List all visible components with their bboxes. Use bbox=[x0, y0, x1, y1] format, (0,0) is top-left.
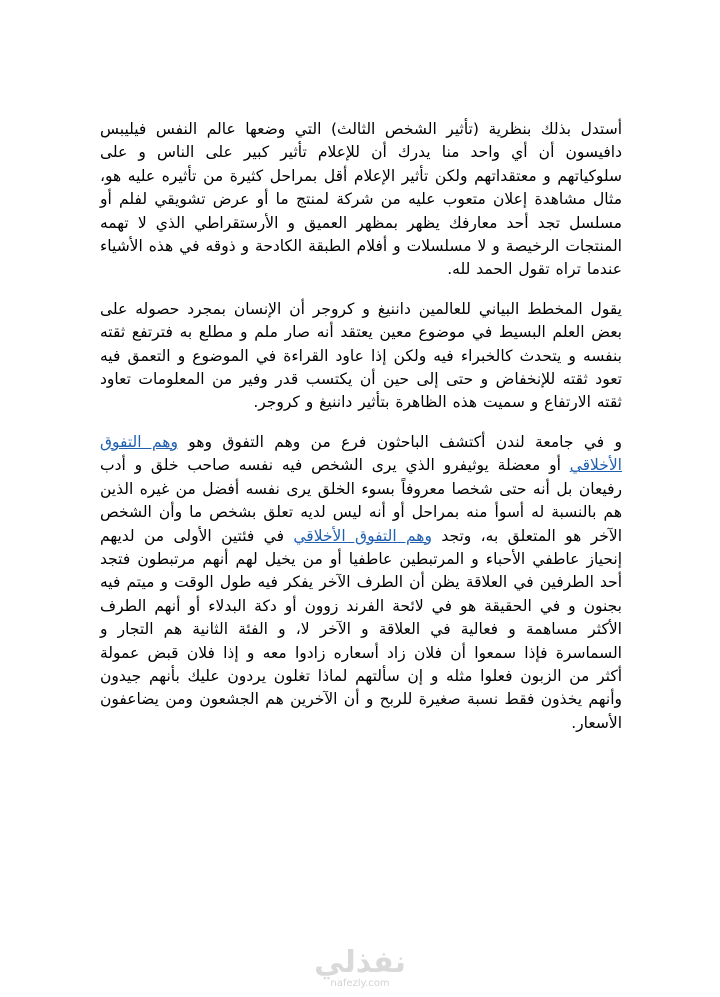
paragraph-third-person-effect bbox=[100, 118, 622, 282]
paragraph-moral-superiority bbox=[100, 431, 622, 735]
watermark-logo: نفذلي bbox=[314, 945, 406, 980]
moral-superiority-link[interactable]: وهم التفوق الأخلاقي bbox=[293, 526, 432, 545]
paragraph-text: في فئتين الأولى من لديهم إنحياز عاطفي الأحباء و المرتبطين عاطفيا أو من يخيل لهم أنهم مرتبطون فتجد أحد الطرفين في العلاقة يظن أن الطرف الآخر يفكر فيه طول الوقت و ميتم فيه بجنون و في الحقيقة هو في لائحة الفرند زوون أو دكة البدلاء أو أنهم الطرف الأكثر مساهمة و فعالية في العلاقة و الآخر لا، و الفئة الثانية هم التجار و السماسرة فإذا سمعوا أن فلان زاد أسعاره زادوا معه و إذا فلان قبض عمولة أكثر من الزبون فعلوا مثله و إن سألتهم لماذا تغلون يردون عليك بأنهم جيدون وأنهم يخذون فقط نسبة صغيرة للربح و أن الآخرين هم الجشعون ومن يضاعفون الأسعار. bbox=[100, 526, 622, 732]
watermark-url: nafezly.com bbox=[330, 978, 390, 989]
watermark bbox=[0, 945, 720, 990]
paragraph-text: أو معضلة يوثيفرو الذي يرى الشخص فيه نفسه صاحب خلق و أدب رفيعان بل أنه حتى شخصا معروفاً بسوء الخلق يرى نفسه أفضل من غيره الذين هم بالنسبة له أسوأ منه بمراحل أو أنه ليس لديه تعلق بشخص ما وأن الشخص الآخر هو المتعلق به، وتجد bbox=[100, 456, 622, 545]
paragraph-text: و في جامعة لندن أكتشف الباحثون فرع من وهم التفوق وهو bbox=[177, 432, 623, 451]
paragraph-text: يقول المخطط البياني للعالمين داننيغ و كروجر أن الإنسان بمجرد حصوله على بعض العلم البسيط في موضوع معين يعتقد أنه صار ملم و مطلع به فترتفع ثقته بنفسه و يتحدث كالخبراء فيه ولكن إذا عاود القراءة في الموضوع و التعمق فيه تعود ثقته للإنخفاض و حتى إلى حين أن يكتسب قدر وفير من المعلومات تعاود ثقته الارتفاع و سميت هذه الظاهرة بتأثير داننيغ و كروجر. bbox=[100, 299, 622, 412]
paragraph-text: أستدل بذلك بنظرية (تأثير الشخص الثالث) التي وضعها عالم النفس فيليبس دافيسون أن أي واحد منا يدرك أن للإعلام تأثير كبير على الناس و على سلوكياتهم و معتقداتهم ولكن تأثير الإعلام أقل بمراحل كثيرة من تأثيره عليه هو، مثال مشاهدة إعلان متعوب عليه من شركة لمنتج ما أو عرض تشويقي لفلم أو مسلسل تجد أحد معارفك يظهر بمظهر العميق و الأرستقراطي الذي لا تهمه المنتجات الرخيصة و لا مسلسلات و أفلام الطبقة الكادحة و ذوقه في هذه الأشياء عندما تراه تقول الحمد لله. bbox=[100, 120, 622, 279]
paragraph-dunning-kruger bbox=[100, 298, 622, 415]
document-body bbox=[100, 118, 622, 751]
moral-superiority-link[interactable]: وهم التفوق الأخلاقي bbox=[100, 432, 622, 475]
